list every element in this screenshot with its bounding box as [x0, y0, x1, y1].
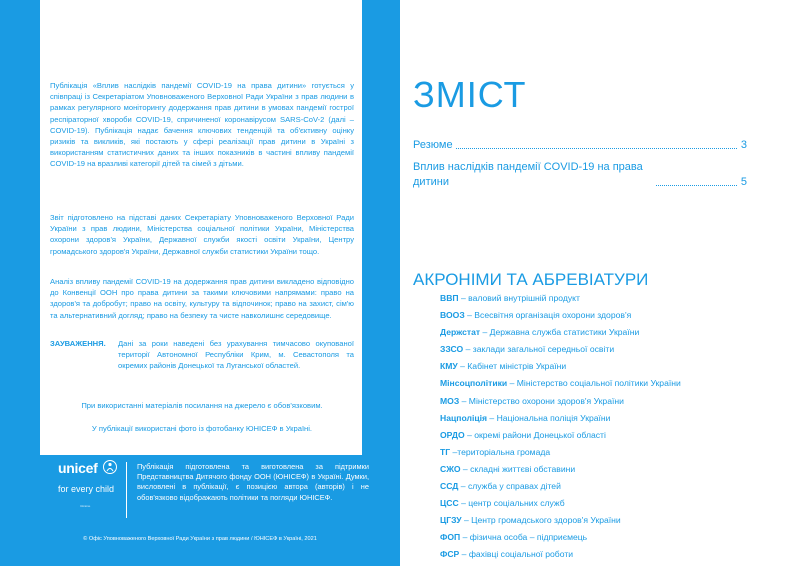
abbreviation-term: ТГ: [440, 446, 451, 457]
abbreviation-item: [440, 375, 681, 392]
sources-paragraph: Звіт підготовлено на підставі даних Секретаріату Уповноваженого Верховної Ради України з прав людини, Міністерства соціальної політики України, Міністерства охорони здоров'я України, Державної служби якості освіти України, Центру громадського здоров'я України, Державної служби статистики України тощо.: [50, 213, 354, 256]
abbreviation-item: [440, 307, 681, 324]
abbreviation-description: – Кабінет міністрів України: [457, 361, 567, 372]
abbreviation-item: [440, 495, 681, 512]
abbreviation-item: [440, 546, 681, 563]
reference-note: При використанні матеріалів посилання на джерело є обов'язковим.: [81, 401, 323, 410]
abbreviation-item: [440, 461, 681, 478]
abbreviation-item: [440, 427, 681, 444]
disclaimer-text: Публікація підготовлена та виготовлена за підтримки Представництва Дитячого фонду ООН (ЮНІСЕФ) в Україні. Думки, висловлені в публікації, є позицією автора (авторів) і не обов'язково відображають політики та погляди ЮНІСЕФ.: [126, 462, 369, 518]
abbreviation-term: МОЗ: [440, 395, 460, 406]
abbreviation-term: ЗЗСО: [440, 344, 464, 355]
abbreviation-description: – валовий внутрішній продукт: [458, 293, 580, 303]
abbreviation-term: ОРДО: [440, 429, 465, 440]
photo-note: У публікації використані фото із фотобанку ЮНІСЕФ в Україні.: [91, 424, 313, 433]
abbreviation-item: [440, 512, 681, 529]
abbreviation-term: ССД: [440, 481, 459, 492]
toc-entry-label: Резюме: [413, 139, 453, 151]
abbreviation-description: – Державна служба статистики України: [480, 327, 640, 338]
abbreviation-term: СЖО: [440, 463, 461, 474]
abbreviation-item: [440, 478, 681, 495]
abbreviation-term: ЦСС: [440, 498, 459, 509]
abbreviation-description: – окремі райони Донецької області: [464, 429, 606, 440]
logo-wordmark: unicef: [58, 460, 98, 476]
abbreviation-description: – фахівці соціальної роботи: [459, 549, 574, 560]
abbreviation-item: [440, 341, 681, 358]
abbreviation-term: КМУ: [440, 361, 458, 372]
abbreviation-item: [440, 393, 681, 410]
abbreviation-item: [440, 529, 681, 546]
abbreviation-item: [440, 324, 681, 341]
abbreviation-description: – Міністерство охорони здоров'я України: [459, 395, 624, 406]
abbreviation-term: ВВП: [440, 293, 459, 303]
toc-title: ЗМІСТ: [413, 74, 527, 115]
toc-entry-label: Вплив наслідків пандемії COVID-19 на права дитини: [413, 160, 655, 189]
abbreviation-term: ВООЗ: [440, 310, 465, 321]
logo-country: Ukraine: [80, 504, 91, 508]
toc-entry-page: 3: [740, 139, 747, 151]
abbreviation-description: – Всесвітня організація охорони здоров'я: [464, 310, 632, 321]
abbreviation-description: –територіальна громада: [450, 446, 551, 457]
toc-entry[interactable]: [413, 160, 747, 190]
abbreviation-description: – Центр громадського здоров'я України: [461, 515, 621, 526]
abbreviation-description: – служба у справах дітей: [458, 481, 561, 492]
abbreviations-title: АКРОНІМИ ТА АБРЕВІАТУРИ: [413, 270, 649, 289]
abbreviation-term: ФСР: [440, 549, 460, 560]
analysis-paragraph: Аналіз впливу пандемії COVID-19 на додержання прав дитини викладено відповідно до Конвенції ООН про права дитини за такими ключовими напрямами: право на здоров'я та добробут; право на освіту, культуру та відпочинок; право на захист, сім'ю та альтернативний догляд; право на безпеку та чисте навколишнє середовище.: [50, 277, 354, 320]
logo-tagline: for every child: [58, 484, 115, 494]
abbreviation-item: [440, 410, 681, 427]
note-text: Дані за роки наведені без урахування тимчасово окупованої території Автономної Республіки Крим, м. Севастополя та окремих районів Донецької та Луганської областей.: [118, 339, 354, 371]
abbreviation-description: – заклади загальної середньої освіти: [463, 344, 615, 355]
abbreviation-term: ЦГЗУ: [440, 515, 462, 526]
abbreviations-list: [440, 290, 681, 564]
abbreviation-description: – Міністерство соціальної політики України: [507, 378, 681, 389]
unicef-logo: [58, 460, 118, 530]
abbreviation-description: – фізична особа – підприємець: [460, 532, 588, 543]
abbreviation-term: Держстат: [440, 327, 481, 338]
intro-paragraph: Публікація «Вплив наслідків пандемії COVID-19 на права дитини» готується у співпраці із Секретаріатом Уповноваженого Верховної Ради України з прав людини в рамках регулярного моніторингу додержання прав дитини в умовах пандемії гострої респіраторної хвороби COVID-19, спричиненої коронавірусом SARS-CoV-2 (далі – COVID-19). Публікація надає бачення ключових тенденцій та об'єктивну оцінку ризиків та викликів, які постають у сфері реалізації прав дитини в Україні з використанням статистичних даних та інших показників в частині впливу пандемії COVID-19 на вразливі категорії дітей та сімей з дітьми.: [50, 81, 354, 169]
copyright-line: © Офіс Уповноваженого Верховної Ради України з прав людини / ЮНІСЕФ в Україні, 2021: [83, 536, 317, 542]
abbreviation-item: [440, 290, 681, 307]
abbreviation-item: [440, 444, 681, 461]
toc-entry-page: 5: [740, 176, 747, 188]
toc-leader-dots: [453, 148, 737, 149]
abbreviation-description: – Національна поліція України: [487, 412, 611, 423]
abbreviation-term: ФОП: [440, 532, 461, 543]
abbreviation-term: Мінсоцполітики: [440, 378, 508, 389]
abbreviation-item: [440, 358, 681, 375]
note-label: ЗАУВАЖЕННЯ.: [50, 339, 106, 348]
abbreviation-description: – центр соціальних служб: [458, 498, 565, 509]
abbreviation-term: Нацполіція: [440, 412, 488, 423]
unicef-emblem-icon: [102, 459, 118, 475]
toc-entry[interactable]: [413, 138, 747, 154]
abbreviation-description: – складні життєві обставини: [460, 463, 576, 474]
